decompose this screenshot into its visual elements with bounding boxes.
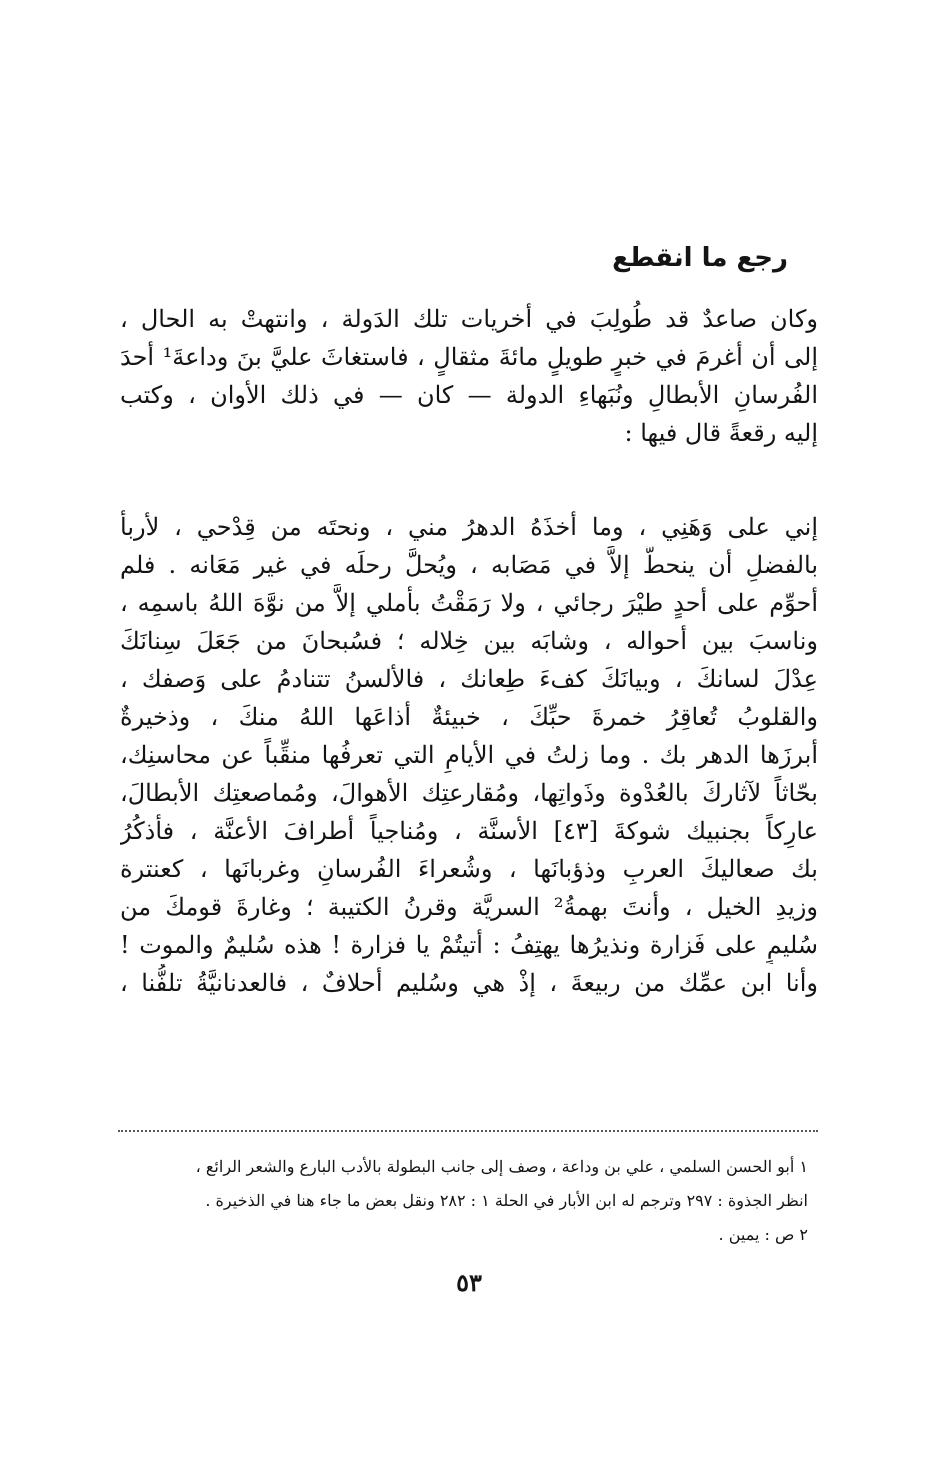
text-line: وأنا ابن عمِّك من ربيعةَ ، إذْ هي وسُليم أحلافٌ ، فالعدنانيَّةُ تلفُّنا ، bbox=[120, 969, 818, 997]
text-line: وزيدِ الخيل ، وأنتَ بهمةُ² السريَّة وقرنُ الكتيبة ؛ وغارةَ قومكَ من bbox=[120, 893, 818, 921]
text-line: بالفضلِ أن ينحطَّ إلاَّ في مَصَابه ، ويُحلَّ رحلَه في غير مَعَانه . فلم bbox=[120, 551, 818, 579]
text-line: إليه رقعةً قال فيها : bbox=[624, 419, 818, 447]
text-line: بحّاثاً لآثاركَ بالعُدْوة وذَواتِها، ومُقارعتِك الأهوالَ، ومُماصعتِك الأبطالَ، bbox=[120, 779, 818, 807]
text-line: إني على وَهَنِي ، وما أخذَهُ الدهرُ مني ، ونحتَه من قِدْحي ، لأربأ bbox=[120, 513, 818, 541]
text-line: عارِكاً بجنبيك شوكةَ [٤٣] الأسنَّة ، ومُناجياً أطرافَ الأعنَّة ، فأذكُرُ bbox=[120, 817, 818, 845]
text-line: أحوِّم على أحدٍ طيْرَ رجائي ، ولا رَمَقْتُ بأملي إلاَّ من نوَّهَ اللهُ باسمِه ، bbox=[120, 589, 818, 617]
text-line: والقلوبُ تُعاقِرُ خمرةَ حبِّكَ ، خبيئةٌ أذاعَها اللهُ منكَ ، وذخيرةٌ bbox=[120, 703, 818, 731]
text-line: أبرزَها الدهر بك . وما زلتُ في الأيامِ التي تعرفُها منقِّباً عن محاسنِك، bbox=[120, 741, 818, 769]
footnote-divider bbox=[118, 1130, 818, 1132]
intro-paragraph bbox=[120, 300, 818, 452]
text-line: عِدْلَ لسانكَ ، وبيانَكَ كفءَ طِعانك ، فالألسنُ تتنادمُ على وَصفك ، bbox=[120, 665, 818, 693]
letter-paragraph bbox=[120, 508, 818, 1002]
footnote: ١ أبو الحسن السلمي ، علي بن وداعة ، وصف إلى جانب البطولة بالأدب البارع والشعر الرائع ، bbox=[195, 1157, 808, 1176]
text-line: الفُرسانِ الأبطالِ ونُبَهاءِ الدولة — كان — في ذلك الأوان ، وكتب bbox=[120, 381, 818, 409]
page-number: ٥٣ bbox=[456, 1268, 482, 1297]
section-heading: رجع ما انقطع bbox=[612, 243, 788, 273]
footnote: انظر الجذوة : ٢٩٧ وترجم له ابن الأبار في الحلة ١ : ٢٨٢ ونقل بعض ما جاء هنا في الذخيرة . bbox=[205, 1191, 808, 1210]
footnote: ٢ ص : يمين . bbox=[718, 1225, 808, 1244]
footnotes bbox=[120, 1150, 808, 1252]
text-line: بك صعاليكَ العربِ وذؤبانَها ، وشُعراءَ الفُرسانِ وغربانَها ، كعنترة bbox=[120, 855, 818, 883]
text-line: وناسبَ بين أحواله ، وشابَه بين خِلاله ؛ فسُبحانَ من جَعَلَ سِنانَكَ bbox=[120, 627, 818, 655]
text-line: سُليمٍ على فَزارة ونذيرُها يهتِفُ : أتيتُمْ يا فزارة ! هذه سُليمٌ والموت ! bbox=[120, 931, 818, 959]
text-line: إلى أن أغرمَ في خبرٍ طويلٍ مائةَ مثقالٍ ، فاستغاثَ عليَّ بنَ وداعةَ¹ أحدَ bbox=[120, 343, 818, 371]
text-line: وكان صاعدٌ قد طُولِبَ في أخريات تلك الدَولة ، وانتهتْ به الحال ، bbox=[120, 305, 818, 333]
